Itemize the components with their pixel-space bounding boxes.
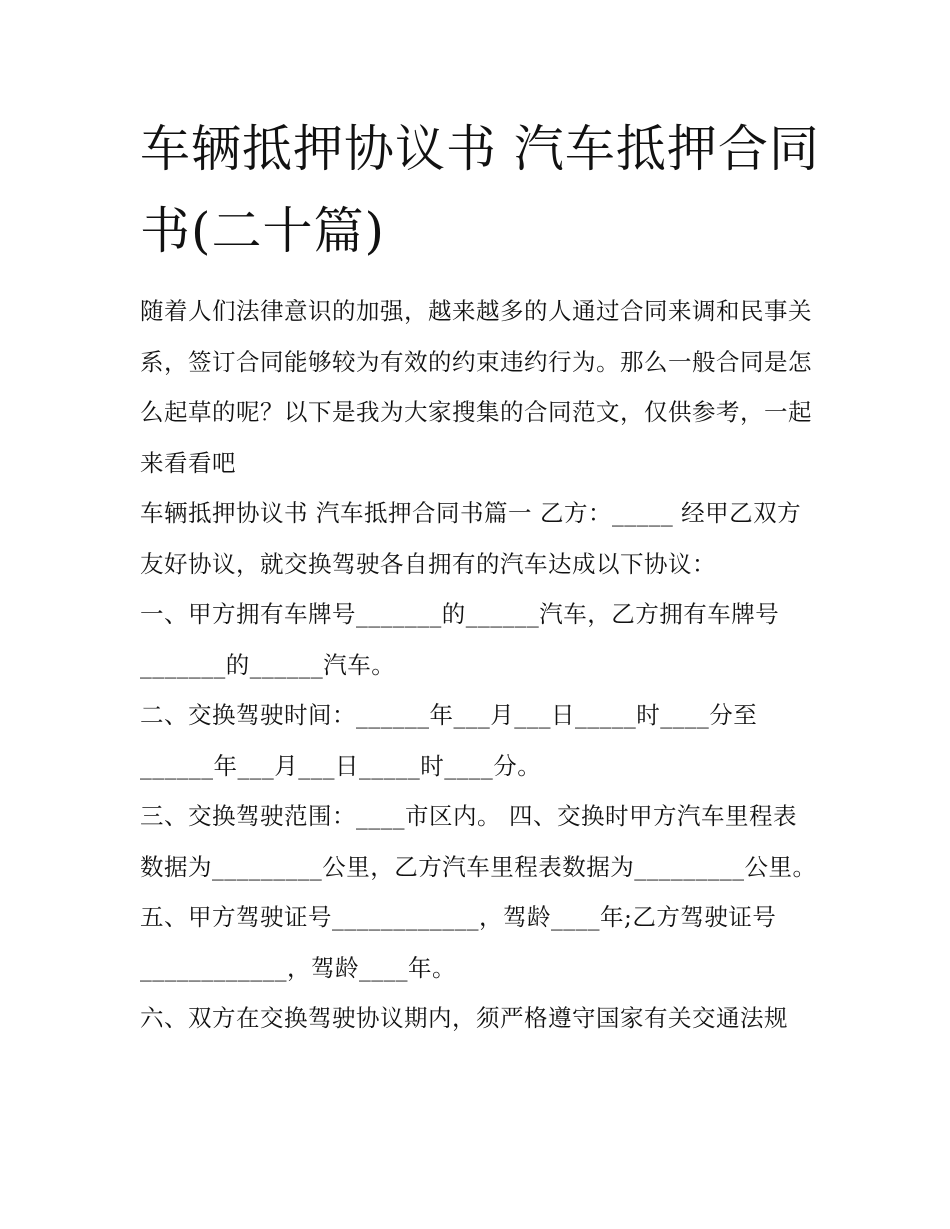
intro-paragraph: 随着人们法律意识的加强，越来越多的人通过合同来调和民事关系，签订合同能够较为有效的约束违约行为。那么一般合同是怎么起草的呢？以下是我为大家搜集的合同范文，仅供参考，一起来看看吧 xyxy=(140,297,812,477)
document-title: 车辆抵押协议书 汽车抵押合同书(二十篇) xyxy=(140,120,820,260)
clause-1-paragraph: 一、甲方拥有车牌号_______的______汽车，乙方拥有车牌号_______的______汽车。 xyxy=(140,600,780,679)
clause-2-paragraph: 二、交换驾驶时间：______年___月___日_____时____分至______年___月___日_____时____分。 xyxy=(140,701,758,780)
clause-6-paragraph: 六、双方在交换驾驶协议期内，须严格遵守国家有关交通法规 xyxy=(140,1004,788,1032)
section-opening-paragraph: 车辆抵押协议书 汽车抵押合同书篇一 乙方：_____ 经甲乙双方友好协议，就交换驾驶各自拥有的汽车达成以下协议： xyxy=(140,499,802,578)
document-page xyxy=(140,108,820,1044)
clause-5-paragraph: 五、甲方驾驶证号____________，驾龄____年;乙方驾驶证号____________，驾龄____年。 xyxy=(140,903,777,982)
clause-3-4-paragraph: 三、交换驾驶范围：____市区内。 四、交换时甲方汽车里程表数据为_________公里，乙方汽车里程表数据为_________公里。 xyxy=(140,802,817,881)
